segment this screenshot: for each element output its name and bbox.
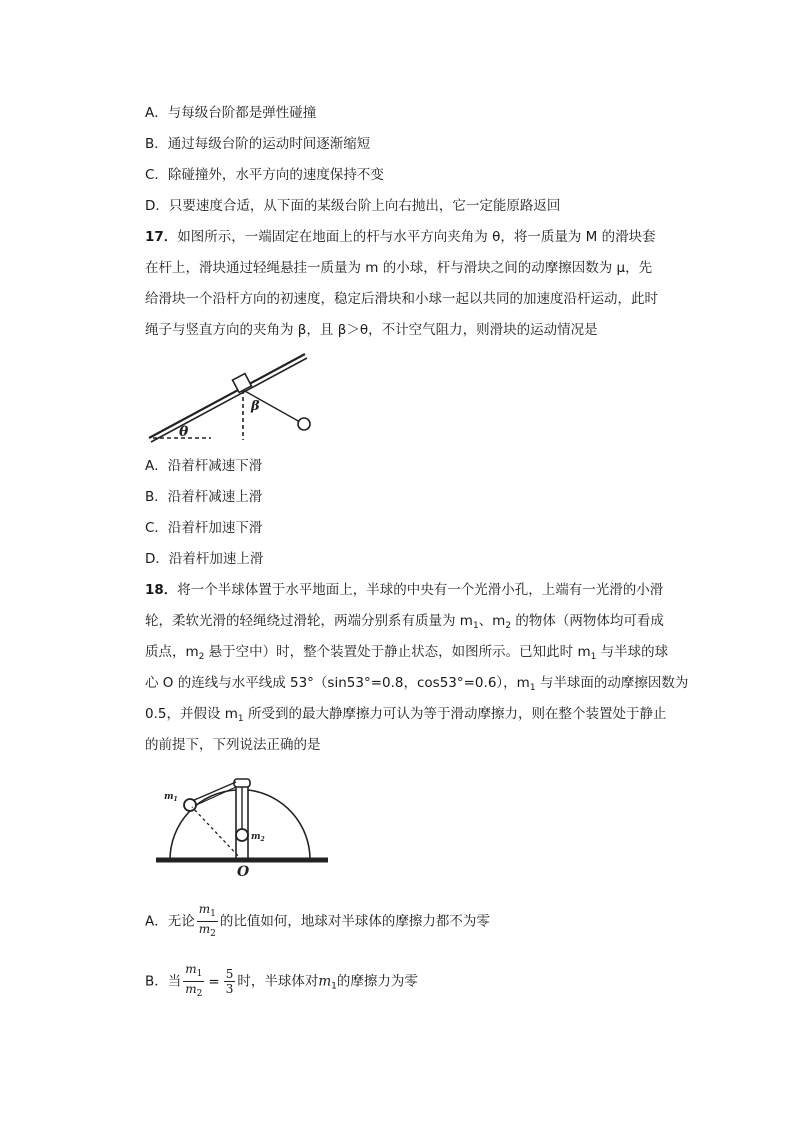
q17-option-a: A．沿着杆减速下滑	[145, 458, 263, 474]
q18-option-a: A．无论 $\frac{m_1}{m_2}$ 的比值如何，地球对半球体的摩擦力都不为零	[145, 902, 490, 939]
q17-option-c: C．沿着杆加速下滑	[145, 520, 263, 536]
rope-m1	[192, 782, 236, 801]
q17-line-2: 在杆上，滑块通过轻绳悬挂一质量为 m 的小球，杆与滑块之间的动摩擦因数为 μ，先	[145, 260, 653, 276]
q18-line-5: 0.5，并假设 $m_1$ 所受到的最大静摩擦力可认为等于滑动摩擦力，则在整个装置处于静止	[145, 706, 667, 724]
q17-line-4: 绳子与竖直方向的夹角为 β，且 β＞θ，不计空气阻力，则滑块的运动情况是	[145, 322, 598, 338]
value-fraction-b: $\frac{5}{3}$	[225, 967, 234, 996]
q17-number: 17．	[145, 229, 178, 245]
hemisphere-right	[248, 790, 310, 860]
q18-line-6: 的前提下，下列说法正确的是	[145, 737, 321, 753]
q17-line-1: 17．如图所示，一端固定在地面上的杆与水平方向夹角为 θ，将一质量为 M 的滑块套	[145, 229, 656, 245]
beta-label: β	[251, 399, 260, 414]
q18-option-b: B．当 $\frac{m_1}{m_2}$ = $\frac{5}{3}$ 时，半球体对$m_1$的摩擦力为零	[145, 962, 418, 999]
ratio-fraction-b: $\frac{m_1}{m_2}$	[185, 962, 203, 999]
o-label: O	[237, 864, 250, 880]
q16-option-c: C．除碰撞外，水平方向的速度保持不变	[145, 167, 384, 183]
q16-option-a: A．与每级台阶都是弹性碰撞	[145, 105, 317, 121]
ball	[298, 418, 310, 430]
m2-label: $m_2$	[251, 832, 265, 843]
q18-number: 18．	[145, 582, 178, 598]
radius-dashed-line	[192, 807, 242, 860]
q18-figure	[152, 775, 332, 880]
theta-label: θ	[179, 424, 189, 440]
q16-option-d: D．只要速度合适，从下面的某级台阶上向右抛出，它一定能原路返回	[145, 198, 561, 214]
q18-line-3: 质点，$m_2$ 悬于空中）时，整个装置处于静止状态，如图所示。已知此时 $m_1$ 与半球的球	[145, 644, 669, 662]
m1-ball	[184, 799, 196, 811]
q18-line-4: 心 O 的连线与水平线成 53°（sin53°=0.8，cos53°=0.6），$m_1$ 与半球面的动摩擦因数为	[145, 675, 689, 693]
q17-option-b: B．沿着杆减速上滑	[145, 489, 263, 505]
q18-line-2: 轮，柔软光滑的轻绳绕过滑轮，两端分别系有质量为 $m_1$、$m_2$ 的物体（两物体均可看成	[145, 613, 664, 631]
q17-line-3: 给滑块一个沿杆方向的初速度，稳定后滑块和小球一起以共同的加速度沿杆运动，此时	[145, 291, 658, 307]
rod	[149, 354, 305, 438]
m2-ball	[236, 829, 248, 841]
q17-figure	[145, 352, 315, 444]
pulley	[234, 779, 250, 787]
q18-line-1: 18．将一个半球体置于水平地面上，半球的中央有一个光滑小孔，上端有一光滑的小滑	[145, 582, 664, 598]
q17-option-d: D．沿着杆加速上滑	[145, 551, 264, 567]
m1-label: $m_1$	[164, 792, 178, 803]
q16-option-b: B．通过每级台阶的运动时间逐渐缩短	[145, 136, 371, 152]
hemisphere-left	[170, 790, 236, 860]
ratio-fraction-a: $\frac{m_1}{m_2}$	[198, 902, 216, 939]
